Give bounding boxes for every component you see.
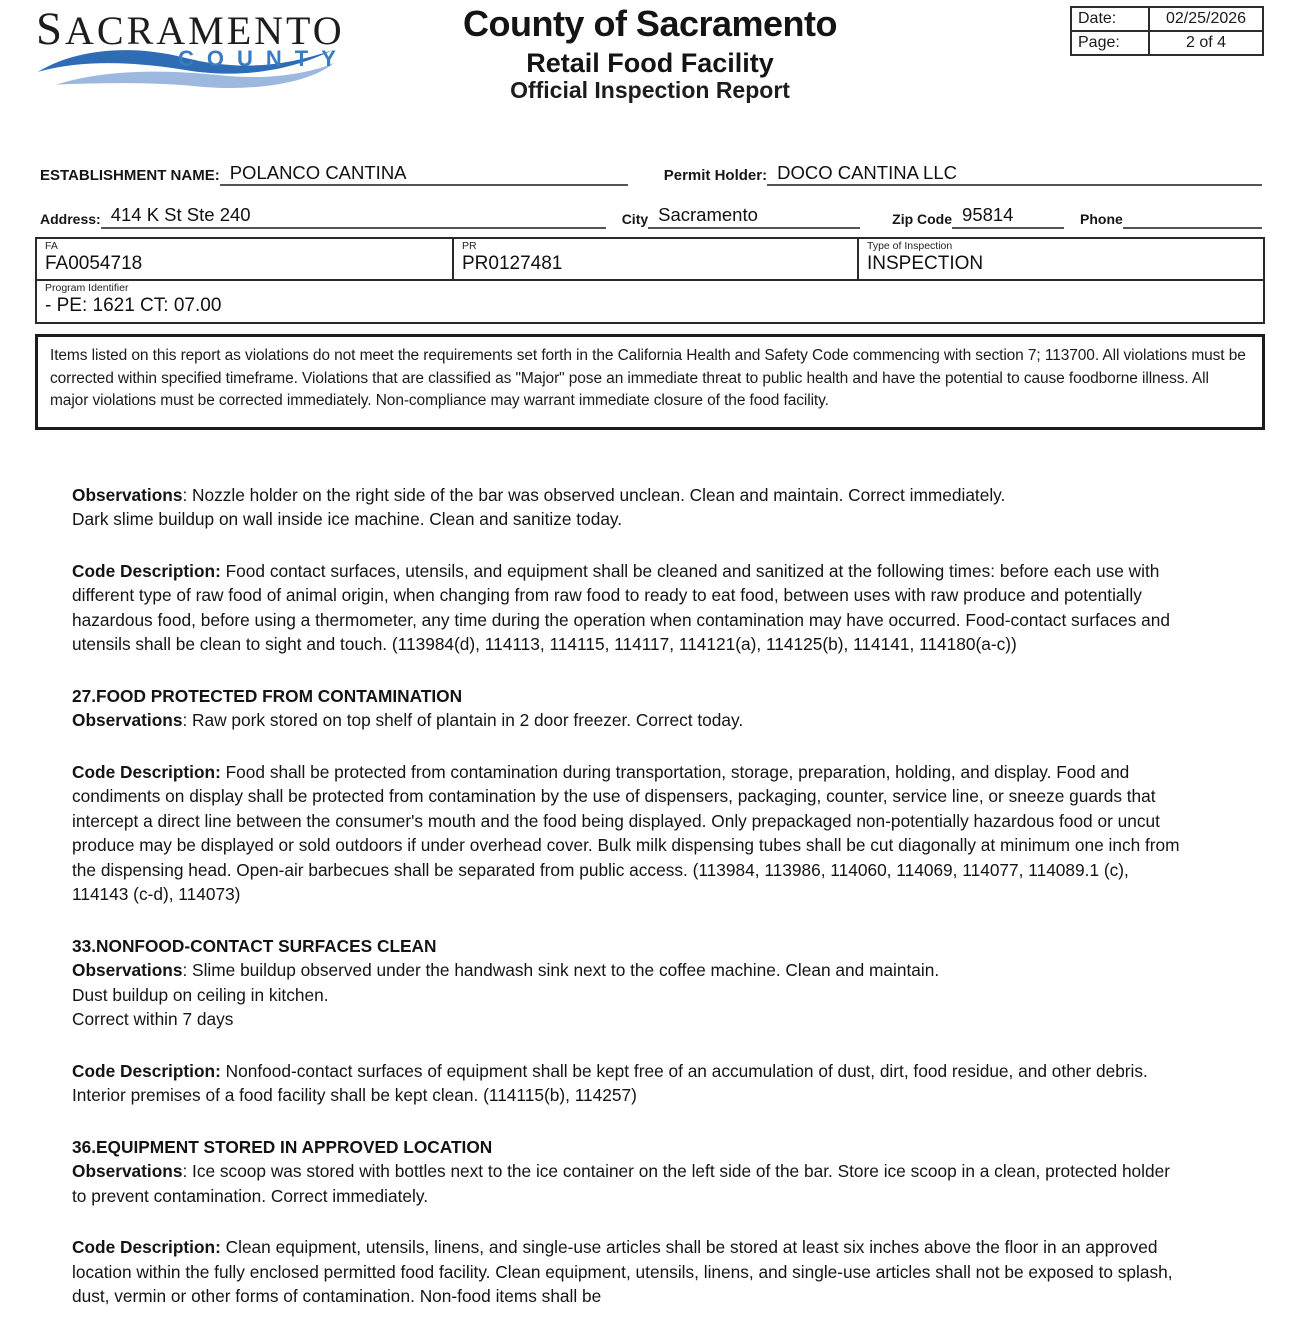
- title-retail-food-facility: Retail Food Facility: [526, 47, 774, 78]
- section-heading-36: 36.EQUIPMENT STORED IN APPROVED LOCATION: [72, 1136, 493, 1157]
- code-description-text: Nonfood-contact surfaces of equipment shall be kept free of an accumulation of dust, dirt, food residue, and other debris. Interior premises of a food facility shall be kept clean. (114115(b), 114257): [72, 1060, 1148, 1106]
- code-description-paragraph: [72, 1235, 1182, 1309]
- violations-disclaimer-box: [35, 334, 1265, 430]
- title-official-inspection-report: Official Inspection Report: [510, 76, 790, 103]
- observations-paragraph: [72, 483, 1182, 508]
- inspection-type-cell: [857, 239, 1263, 279]
- report-header: [0, 0, 1300, 152]
- phone-label: Phone: [1080, 210, 1123, 227]
- zip-code-field: 95814: [952, 204, 1064, 228]
- code-description-block: [72, 760, 1182, 907]
- code-description-label: Code Description:: [72, 1237, 221, 1258]
- section-heading-33: 33.NONFOOD-CONTACT SURFACES CLEAN: [72, 935, 437, 956]
- code-description-text: Clean equipment, utensils, linens, and single-use articles shall be stored at least six inches above the floor in an approved location within the fully enclosed permitted food facility. Clean equipment, utensils, linens, and single-use articles shall not be exposed to splash, dust, vermin or other forms of contamination. Non-food items shall be: [72, 1237, 1173, 1307]
- establishment-name-label: ESTABLISHMENT NAME:: [40, 167, 220, 185]
- page-value: 2 of 4: [1149, 31, 1263, 55]
- violation-block-27: [72, 684, 1182, 733]
- violation-block-36: [72, 1135, 1182, 1209]
- fa-label: FA: [45, 239, 58, 252]
- code-description-paragraph: [72, 1059, 1182, 1108]
- observations-label: Observations: [72, 1161, 183, 1182]
- phone-field: [1123, 205, 1262, 229]
- violation-block-33: [72, 934, 1182, 1032]
- observations-label: Observations: [72, 484, 183, 505]
- page-row: [1071, 31, 1263, 55]
- establishment-permit-row: [0, 162, 1300, 186]
- inspection-type-label: Type of Inspection: [867, 239, 953, 252]
- observations-paragraph: [72, 958, 1182, 983]
- observations-text: Dark slime buildup on wall inside ice machine. Clean and sanitize today.: [72, 509, 623, 530]
- title-county: County of Sacramento: [462, 3, 838, 44]
- observations-label: Observations: [72, 960, 183, 981]
- code-description-label: Code Description:: [72, 761, 221, 782]
- permit-holder-label: Permit Holder:: [663, 167, 768, 185]
- zip-code-label: Zip Code: [892, 210, 953, 227]
- observations-text: : Slime buildup observed under the handwash sink next to the coffee machine. Clean and maintain.: [182, 960, 940, 981]
- code-description-label: Code Description:: [72, 1060, 221, 1081]
- observations-text: : Nozzle holder on the right side of the bar was observed unclean. Clean and maintain. Correct immediately.: [182, 484, 1006, 505]
- city-label: City: [621, 210, 649, 227]
- sacramento-county-logo: [36, 3, 356, 106]
- code-description-label: Code Description:: [72, 560, 221, 581]
- address-label: Address:: [40, 210, 101, 227]
- fa-cell: [37, 239, 452, 279]
- code-description-block: [72, 1235, 1182, 1309]
- logo-county-text: COUNTY: [178, 46, 349, 71]
- code-description-block: [72, 1059, 1182, 1108]
- date-label: Date:: [1071, 7, 1149, 31]
- pr-label: PR: [462, 239, 477, 252]
- address-row: [0, 204, 1300, 228]
- date-value: 02/25/2026: [1149, 7, 1263, 31]
- observations-text: Dust buildup on ceiling in kitchen.: [72, 984, 329, 1005]
- pr-value: PR0127481: [462, 253, 563, 275]
- code-description-text: Food shall be protected from contamination during transportation, storage, preparation, holding, and display. Food and condiments on display shall be protected from contamination by the use of dispensers, packaging, counter, service line, or sneeze guards that intercept a direct line between the consumer's mouth and the food being displayed. Only prepackaged non-potentially hazardous food or uncut produce may be displayed or sold outdoors if under overhead cover. Bulk milk dispensing tubes shall be cut diagonally at minimum one inch from the dispensing head. Open-air barbecues shall be separated from public access. (113984, 113986, 114060, 114069, 114077, 114089.1 (c), 114143 (c-d), 114073): [72, 761, 1180, 905]
- date-row: [1071, 7, 1263, 31]
- address-field: 414 K St Ste 240: [101, 204, 606, 228]
- observations-text: : Raw pork stored on top shelf of plantain in 2 door freezer. Correct today.: [182, 710, 744, 731]
- page-label: Page:: [1071, 31, 1149, 55]
- fa-value: FA0054718: [45, 253, 143, 275]
- date-page-table: [1070, 6, 1264, 56]
- program-identifier-value: - PE: 1621 CT: 07.00: [45, 295, 222, 317]
- section-heading-27: 27.FOOD PROTECTED FROM CONTAMINATION: [72, 685, 463, 706]
- facility-info-table: [35, 237, 1265, 325]
- code-description-paragraph: [72, 559, 1182, 657]
- program-identifier-label: Program Identifier: [45, 281, 129, 294]
- permit-holder-field: DOCO CANTINA LLC: [767, 162, 1262, 186]
- city-field: Sacramento: [648, 204, 860, 228]
- observations-paragraph: [72, 708, 1182, 733]
- program-identifier-cell: [37, 281, 1263, 322]
- observations-text: : Ice scoop was stored with bottles next to the ice container on the left side of the bar. Store ice scoop in a clean, protected holder to prevent contamination. Correct immediately.: [72, 1161, 1170, 1206]
- code-description-text: Food contact surfaces, utensils, and equipment shall be cleaned and sanitized at the following times: before each use with different type of raw food of animal origin, when changing from raw food to ready to eat food, between uses with raw produce and potentially hazardous food, before using a thermometer, any time during the operation when contamination may have occurred. Food-contact surfaces and utensils shall be clean to sight and touch. (113984(d), 114113, 114115, 114117, 114121(a), 114125(b), 114141, 114180(a-c)): [72, 560, 1170, 655]
- code-description-block: [72, 559, 1182, 657]
- code-description-paragraph: [72, 760, 1182, 907]
- logo-sacramento-text: SACRAMENTO: [36, 3, 345, 55]
- inspection-type-value: INSPECTION: [867, 253, 984, 275]
- pr-cell: [452, 239, 857, 279]
- violations-body: [72, 483, 1182, 1309]
- observations-text: Correct within 7 days: [72, 1009, 234, 1030]
- establishment-name-field: POLANCO CANTINA: [220, 162, 628, 186]
- observations-label: Observations: [72, 710, 183, 731]
- violations-disclaimer-text: Items listed on this report as violations do not meet the requirements set forth in the California Health and Safety Code commencing with section 7; 113700. All violations must be corrected within specified timeframe. Violations that are classified as "Major" pose an immediate threat to public health and have the potential to cause foodborne illness. All major violations must be corrected immediately. Non-compliance may warrant immediate closure of the food facility.: [50, 347, 1246, 410]
- observations-paragraph: [72, 1159, 1182, 1208]
- facility-ids-row: [37, 239, 1263, 281]
- violation-block: [72, 483, 1182, 532]
- report-title-block: [370, 4, 930, 102]
